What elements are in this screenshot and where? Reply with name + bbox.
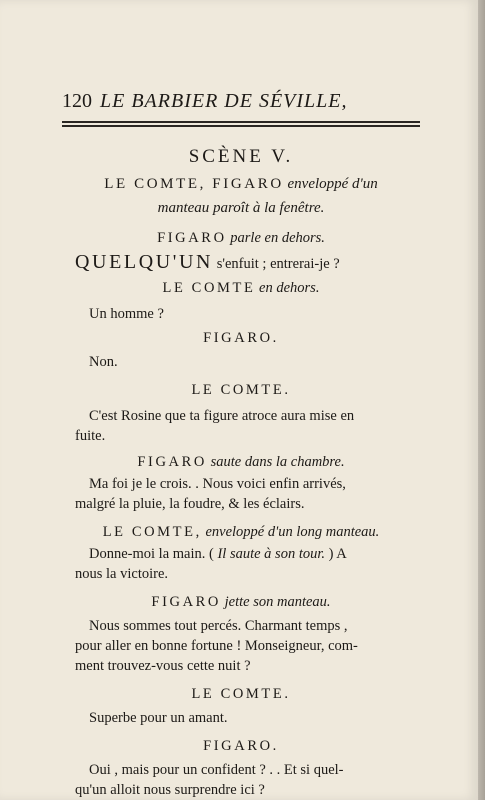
speech-line: Donne-moi la main. ( Il saute à son tour. ) A [89,546,347,562]
speech-line: Un homme ? [89,306,164,322]
speaker-comte: LE COMTE. [191,686,291,702]
speech-line: nous la victoire. [75,566,169,582]
speech-line: qu'un alloit nous surprendre ici ? [75,782,265,798]
speaker-comte: LE COMTE, enveloppé d'un long manteau. [102,524,380,540]
page-edge [478,0,485,800]
speaker-comte: LE COMTE en dehors. [162,280,320,296]
speech-line: QUELQU'UN s'enfuit ; entrerai-je ? [75,251,340,273]
speaker-figaro: FIGARO jette son manteau. [151,594,331,610]
cast-line: LE COMTE, FIGARO enveloppé d'un [104,176,378,192]
header-rule-lower [62,125,420,127]
speaker-figaro: FIGARO. [203,330,279,346]
page-text [75,138,407,800]
speech-line: pour aller en bonne fortune ! Monseigneur, com- [75,638,358,654]
speech-line: C'est Rosine que ta figure atroce aura mise en [89,408,355,424]
speech-line: Oui , mais pour un confident ? . . Et si quel- [89,762,344,778]
running-title: LE BARBIER DE SÉVILLE, [100,90,348,112]
speaker-figaro: FIGARO parle en dehors. [157,230,325,246]
speaker-figaro: FIGARO saute dans la chambre. [137,454,345,470]
page-number: 120 [62,90,92,112]
cast-direction: manteau paroît à la fenêtre. [157,200,325,216]
speaker-comte: LE COMTE. [191,382,291,398]
page-header [62,90,420,113]
speech-line: Nous sommes tout percés. Charmant temps , [89,618,348,634]
speech-line: malgré la pluie, la foudre, & les éclairs. [75,496,305,512]
speech-line: fuite. [75,428,106,444]
speech-line: Superbe pour un amant. [89,710,228,726]
speaker-figaro: FIGARO. [203,738,279,754]
speech-line: Non. [89,354,118,370]
header-rule [62,121,420,123]
scene-title: SCÈNE V. [188,146,294,167]
speech-line: ment trouvez-vous cette nuit ? [75,658,251,674]
speech-line: Ma foi je le crois. . Nous voici enfin arrivés, [89,476,346,492]
